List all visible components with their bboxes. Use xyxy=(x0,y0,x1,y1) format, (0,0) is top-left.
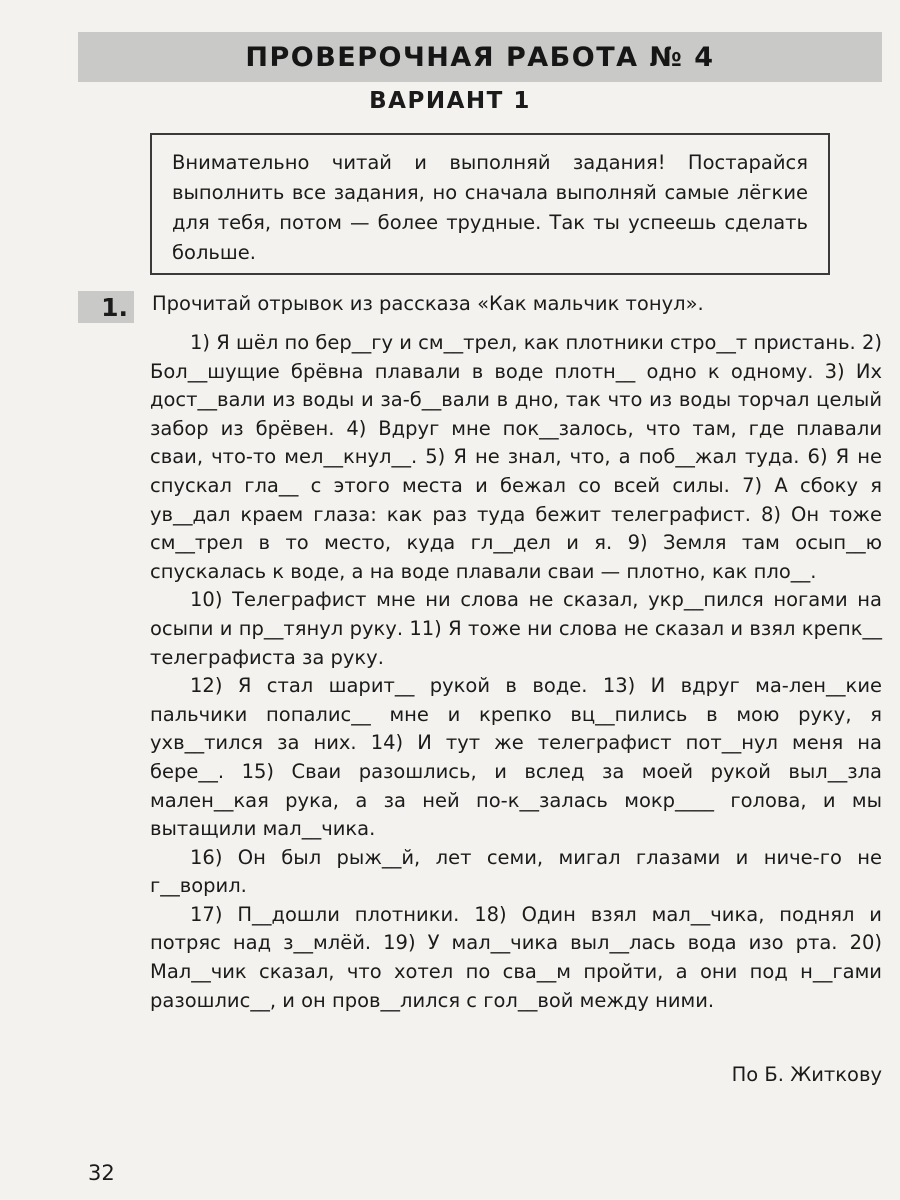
story-paragraph: 17) П__дошли плотники. 18) Один взял мал__чика, поднял и потряс над з__млёй. 19) У мал__чика выл__лась вода изо рта. 20) Мал__чик сказал, что хотел по сва__м пройти, а они под н__гами разошлис__, и он пров__лился с гол__вой между ними. xyxy=(150,902,882,1012)
page-number: 32 xyxy=(88,1161,115,1185)
story-paragraph: 10) Телеграфист мне ни слова не сказал, укр__пился ногами на осыпи и пр__тянул руку. 11) Я тоже ни слова не сказал и взял крепк__ телеграфиста за руку. xyxy=(150,588,882,669)
task-text: Прочитай отрывок из рассказа «Как мальчик тонул». xyxy=(152,292,704,315)
instructions-box: Внимательно читай и выполняй задания! Постарайся выполнить все задания, но сначала выполняй самые лёгкие для тебя, потом — более трудные. Так ты успеешь сделать больше. xyxy=(150,133,830,275)
variant-heading: ВАРИАНТ 1 xyxy=(369,88,531,114)
page-title: ПРОВЕРОЧНАЯ РАБОТА № 4 xyxy=(245,41,715,73)
title-band xyxy=(78,32,882,82)
story-paragraph: 16) Он был рыж__й, лет семи, мигал глазами и ниче-го не г__ворил. xyxy=(150,845,882,898)
task-number: 1. xyxy=(78,291,134,323)
story-paragraph: 1) Я шёл по бер__гу и см__трел, как плотники стро__т пристань. 2) Бол__шущие брёвна плавали в воде плотн__ одно к одному. 3) Их дост__вали из воды и за-б__вали в дно, так что из воды торчал целый забор из брёвен. 4) Вдруг мне пок__залось, что там, где плавали сваи, что-то мел__кнул__. 5) Я не знал, что, а поб__жал туда. 6) Я не спускал гла__ с этого места и бежал со всей силы. 7) А сбоку я ув__дал краем глаза: как раз туда бежит телеграфист. 8) Он тоже см__трел в то место, куда гл__дел и я. 9) Земля там осып__ю спускалась к воде, а на воде плавали сваи — плотно, как пло__. xyxy=(150,331,882,583)
story-source: По Б. Житкову xyxy=(731,1063,882,1086)
story-paragraph: 12) Я стал шарит__ рукой в воде. 13) И вдруг ма-лен__кие пальчики попалис__ мне и крепко вц__пились в мою руку, я ухв__тился за них. 14) И тут же телеграфист пот__нул меня на бере__. 15) Сваи разошлись, и вслед за моей рукой выл__зла мален__кая рука, а за ней по-к__залась мокр____ голова, и мы вытащили мал__чика. xyxy=(150,674,882,841)
story-text xyxy=(150,329,882,1015)
